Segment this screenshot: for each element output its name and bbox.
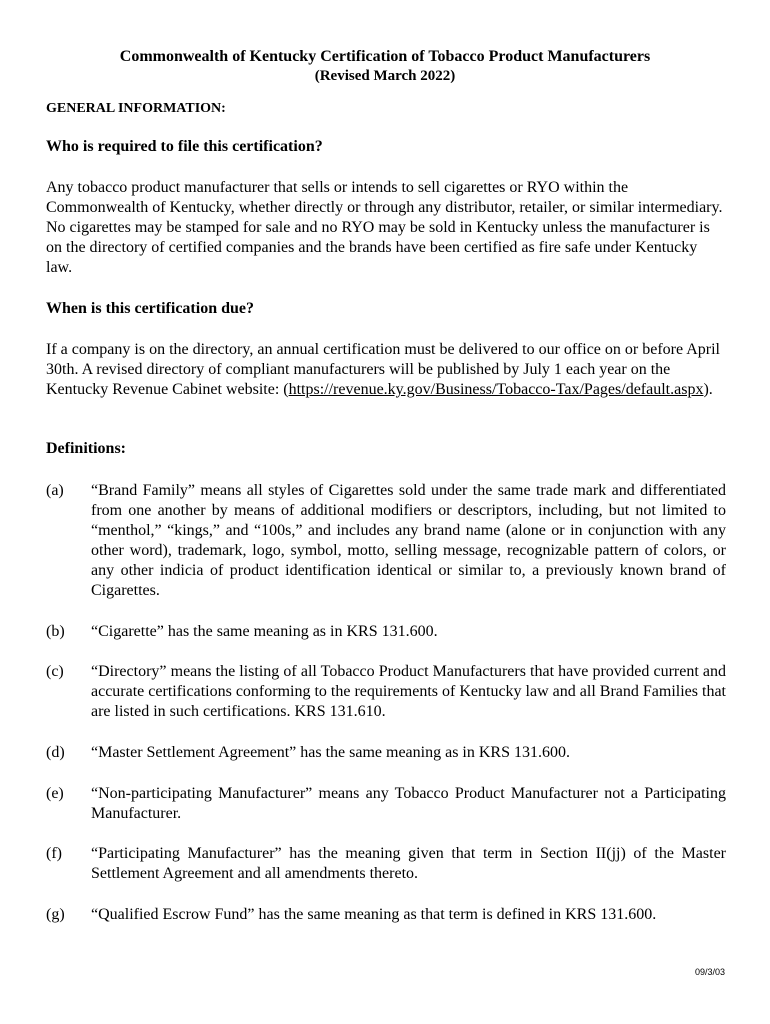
definition-item bbox=[46, 662, 726, 722]
who-required-heading: Who is required to file this certification? bbox=[46, 138, 323, 155]
when-due-paragraph bbox=[46, 340, 726, 400]
definition-text: “Directory” means the listing of all Tobacco Product Manufacturers that have provided current and accurate certifications conforming to the requirements of Kentucky law and all Brand Families that are listed in such certifications. KRS 131.610. bbox=[91, 663, 726, 720]
definition-item bbox=[46, 743, 726, 763]
definition-letter: (f) bbox=[46, 845, 62, 862]
definition-item bbox=[46, 481, 726, 601]
when-due-text-end: ). bbox=[703, 381, 713, 398]
document-title: Commonwealth of Kentucky Certification of Tobacco Product Manufacturers bbox=[119, 48, 651, 65]
revenue-website-link[interactable]: https://revenue.ky.gov/Business/Tobacco-Tax/Pages/default.aspx bbox=[288, 381, 704, 398]
definition-item bbox=[46, 844, 726, 884]
definition-text: “Non-participating Manufacturer” means any Tobacco Product Manufacturer not a Participating Manufacturer. bbox=[91, 785, 726, 822]
definitions-heading: Definitions: bbox=[46, 440, 126, 457]
definition-letter: (g) bbox=[46, 906, 65, 923]
definition-text: “Participating Manufacturer” has the meaning given that term in Section II(jj) of the Master Settlement Agreement and all amendments thereto. bbox=[91, 845, 726, 882]
general-information-label: GENERAL INFORMATION: bbox=[46, 101, 226, 116]
definition-text: “Master Settlement Agreement” has the same meaning as in KRS 131.600. bbox=[91, 744, 570, 761]
who-required-paragraph: Any tobacco product manufacturer that sells or intends to sell cigarettes or RYO within the Commonwealth of Kentucky, whether directly or through any distributor, retailer, or similar intermediary. No cigarettes may be stamped for sale and no RYO may be sold in Kentucky unless the manufacturer is on the directory of certified companies and the brands have been certified as fire safe under Kentucky law. bbox=[46, 179, 723, 276]
definition-letter: (e) bbox=[46, 785, 64, 802]
definition-letter: (d) bbox=[46, 744, 65, 761]
definition-item bbox=[46, 905, 726, 925]
definition-letter: (a) bbox=[46, 482, 64, 499]
document-subtitle: (Revised March 2022) bbox=[314, 68, 456, 84]
when-due-text: If a company is on the directory, an annual certification must be delivered to our office on or before April 30th. A revised directory of compliant manufacturers will be published by July 1 each year on the Kentucky Revenue Cabinet website: ( bbox=[46, 341, 720, 398]
definition-letter: (c) bbox=[46, 663, 64, 680]
when-due-heading: When is this certification due? bbox=[46, 300, 254, 317]
definition-item bbox=[46, 784, 726, 824]
definition-letter: (b) bbox=[46, 623, 65, 640]
footer-date: 09/3/03 bbox=[694, 967, 725, 977]
definition-item bbox=[46, 622, 726, 642]
definition-text: “Cigarette” has the same meaning as in KRS 131.600. bbox=[91, 623, 438, 640]
definition-text: “Qualified Escrow Fund” has the same meaning as that term is defined in KRS 131.600. bbox=[91, 906, 657, 923]
definition-text: “Brand Family” means all styles of Cigarettes sold under the same trade mark and differentiated from one another by means of additional modifiers or descriptors, including, but not limited to “menthol,” “kings,” and “100s,” and includes any brand name (alone or in conjunction with any other word), trademark, logo, symbol, motto, selling message, recognizable pattern of colors, or any other indicia of product identification identical or similar to, a previously known brand of Cigarettes. bbox=[91, 482, 726, 599]
